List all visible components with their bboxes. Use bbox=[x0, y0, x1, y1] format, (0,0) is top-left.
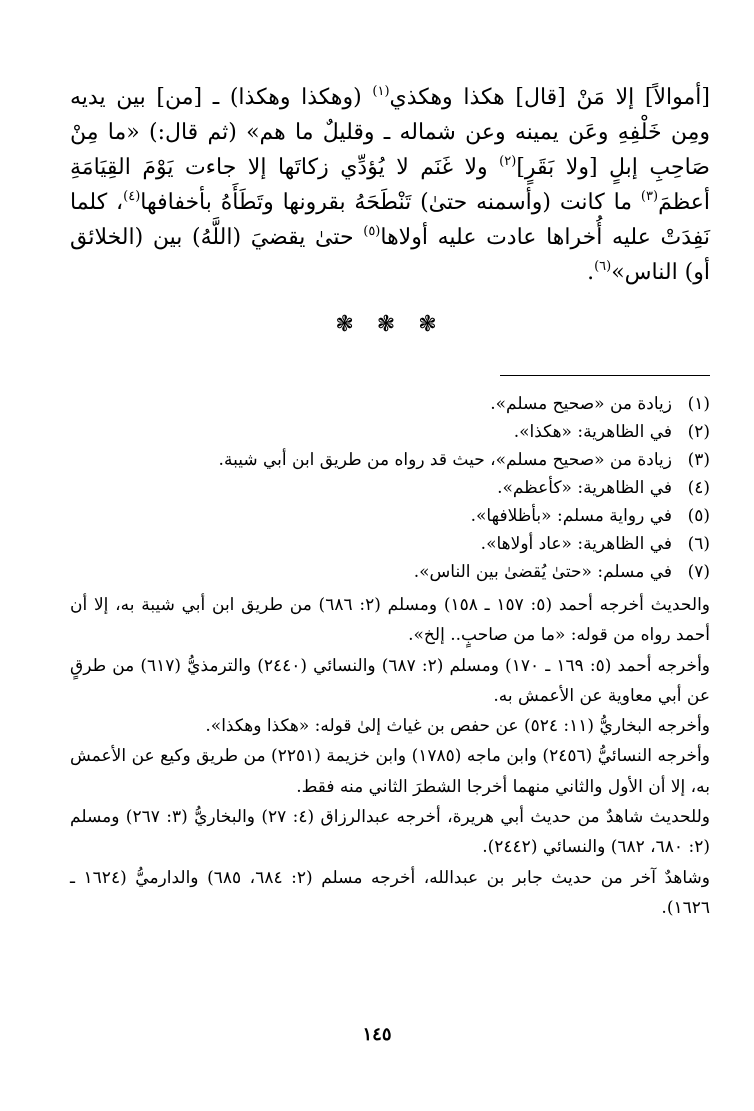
footnote-number: (١) bbox=[687, 394, 710, 414]
footnote-ref-1: (١) bbox=[372, 84, 390, 99]
footnote-text: في مسلم: «حتىٰ يُقضىٰ بين الناس». bbox=[413, 562, 672, 582]
footnote-number: (٦) bbox=[687, 534, 710, 554]
footnote-number: (٧) bbox=[687, 562, 710, 582]
footnote-item bbox=[70, 390, 710, 418]
hadith-segment: [أموالاً] إلا مَنْ [قال] هكذا وهكذي bbox=[389, 85, 710, 110]
footnote-text: في الظاهرية: «عاد أولاها». bbox=[480, 534, 672, 554]
footnote-text: في رواية مسلم: «بأظلافها». bbox=[470, 506, 672, 526]
hadith-segment: حتىٰ يقضيَ (اللَّهُ) بين (الخلائق أو) الناس» bbox=[70, 225, 710, 285]
takhrij-paragraph: وشاهدٌ آخر من حديث جابر بن عبدالله، أخرجه مسلم (٢: ٦٨٤، ٦٨٥) والدارميُّ (١٦٢٤ ـ ١٦٢٦). bbox=[70, 867, 710, 918]
page-body bbox=[70, 80, 710, 923]
footnote-text: في الظاهرية: «كأعظم». bbox=[497, 478, 672, 498]
footnote-ref-6: (٦) bbox=[594, 259, 612, 274]
footnote-number: (٤) bbox=[687, 478, 710, 498]
takhrij-paragraph: وأخرجه البخاريُّ (١١: ٥٢٤) عن حفص بن غياث إلىٰ قوله: «هكذا وهكذا». bbox=[205, 716, 710, 737]
footnote-ref-4: (٤) bbox=[123, 189, 141, 204]
hadith-segment: ، كلما نَفِدَتْ عليه أُخراها عادت عليه أولاها bbox=[70, 190, 710, 250]
footnote-number: (٥) bbox=[687, 506, 710, 526]
hadith-segment: . bbox=[587, 260, 595, 285]
hadith-paragraph bbox=[70, 80, 710, 290]
footnote-ref-5: (٥) bbox=[363, 224, 381, 239]
footnote-ref-3: (٣) bbox=[640, 189, 659, 204]
footnotes-list bbox=[70, 390, 710, 586]
footnote-number: (٢) bbox=[687, 422, 710, 442]
takhrij-paragraph: وأخرجه النسائيُّ (٢٤٥٦) وابن ماجه (١٧٨٥) وابن خزيمة (٢٢٥١) من طريق وكيع عن الأعمش به، إلا أن الأول والثاني منهما أخرجا الشطرَ الثاني منه فقط. bbox=[70, 746, 710, 797]
hadith-text bbox=[70, 80, 710, 290]
footnote-item bbox=[70, 558, 710, 586]
footnote-item bbox=[70, 418, 710, 446]
takhrij-paragraph: والحديث أخرجه أحمد (٥: ١٥٧ ـ ١٥٨) ومسلم (٢: ٦٨٦) من طريق ابن أبي شيبة به، إلا أن أحمد رواه من قوله: «ما من صاحبٍ.. إلخ». bbox=[70, 595, 711, 646]
footnote-item bbox=[70, 530, 710, 558]
hadith-segment: ما كانت (وأسمنه حتىٰ) تَنْطَحَهُ بقرونها وتَطَأَهُ بأخفافها bbox=[140, 190, 641, 215]
footnote-item bbox=[70, 502, 710, 530]
page-number: ١٤٥ bbox=[362, 1024, 392, 1045]
hadith-segment: ولا غَنَم لا يُؤدِّي زكاتَها إلا جاءت يَوْمَ القِيَامَةِ أعظمَ bbox=[70, 155, 710, 215]
footnote-text: زيادة من «صحيح مسلم». bbox=[490, 394, 672, 414]
takhrij-paragraph: وللحديث شاهدٌ من حديث أبي هريرة، أخرجه عبدالرزاق (٤: ٢٧) والبخاريُّ (٣: ٢٦٧) ومسلم (٢: ٦٨٠، ٦٨٢) والنسائي (٢٤٤٢). bbox=[70, 807, 710, 858]
footnote-text: في الظاهرية: «هكذا». bbox=[513, 422, 672, 442]
footnote-number: (٣) bbox=[687, 450, 710, 470]
section-separator: ❃ ❃ ❃ bbox=[335, 312, 445, 337]
hadith-takhrij bbox=[70, 590, 710, 923]
hadith-segment: (وهكذا وهكذا) ـ [من] بين يديه ومِن خَلْفِهِ وعَن يمينه وعن شماله ـ وقليلٌ ما هم» (ثم قال:) «ما مِنْ صَاحِبِ إبلٍ [ولا بَقَرٍ] bbox=[70, 85, 710, 180]
footnote-ref-2: (٢) bbox=[499, 154, 517, 169]
footnote-item bbox=[70, 474, 710, 502]
footnote-text: زيادة من «صحيح مسلم»، حيث قد رواه من طريق ابن أبي شيبة. bbox=[218, 450, 672, 470]
footnote-divider bbox=[500, 375, 710, 376]
takhrij-paragraph: وأخرجه أحمد (٥: ١٦٩ ـ ١٧٠) ومسلم (٢: ٦٨٧) والنسائي (٢٤٤٠) والترمذيُّ (٦١٧) من طرقٍ عن أبي معاوية عن الأعمش به. bbox=[70, 655, 711, 706]
footnote-item bbox=[70, 446, 710, 474]
